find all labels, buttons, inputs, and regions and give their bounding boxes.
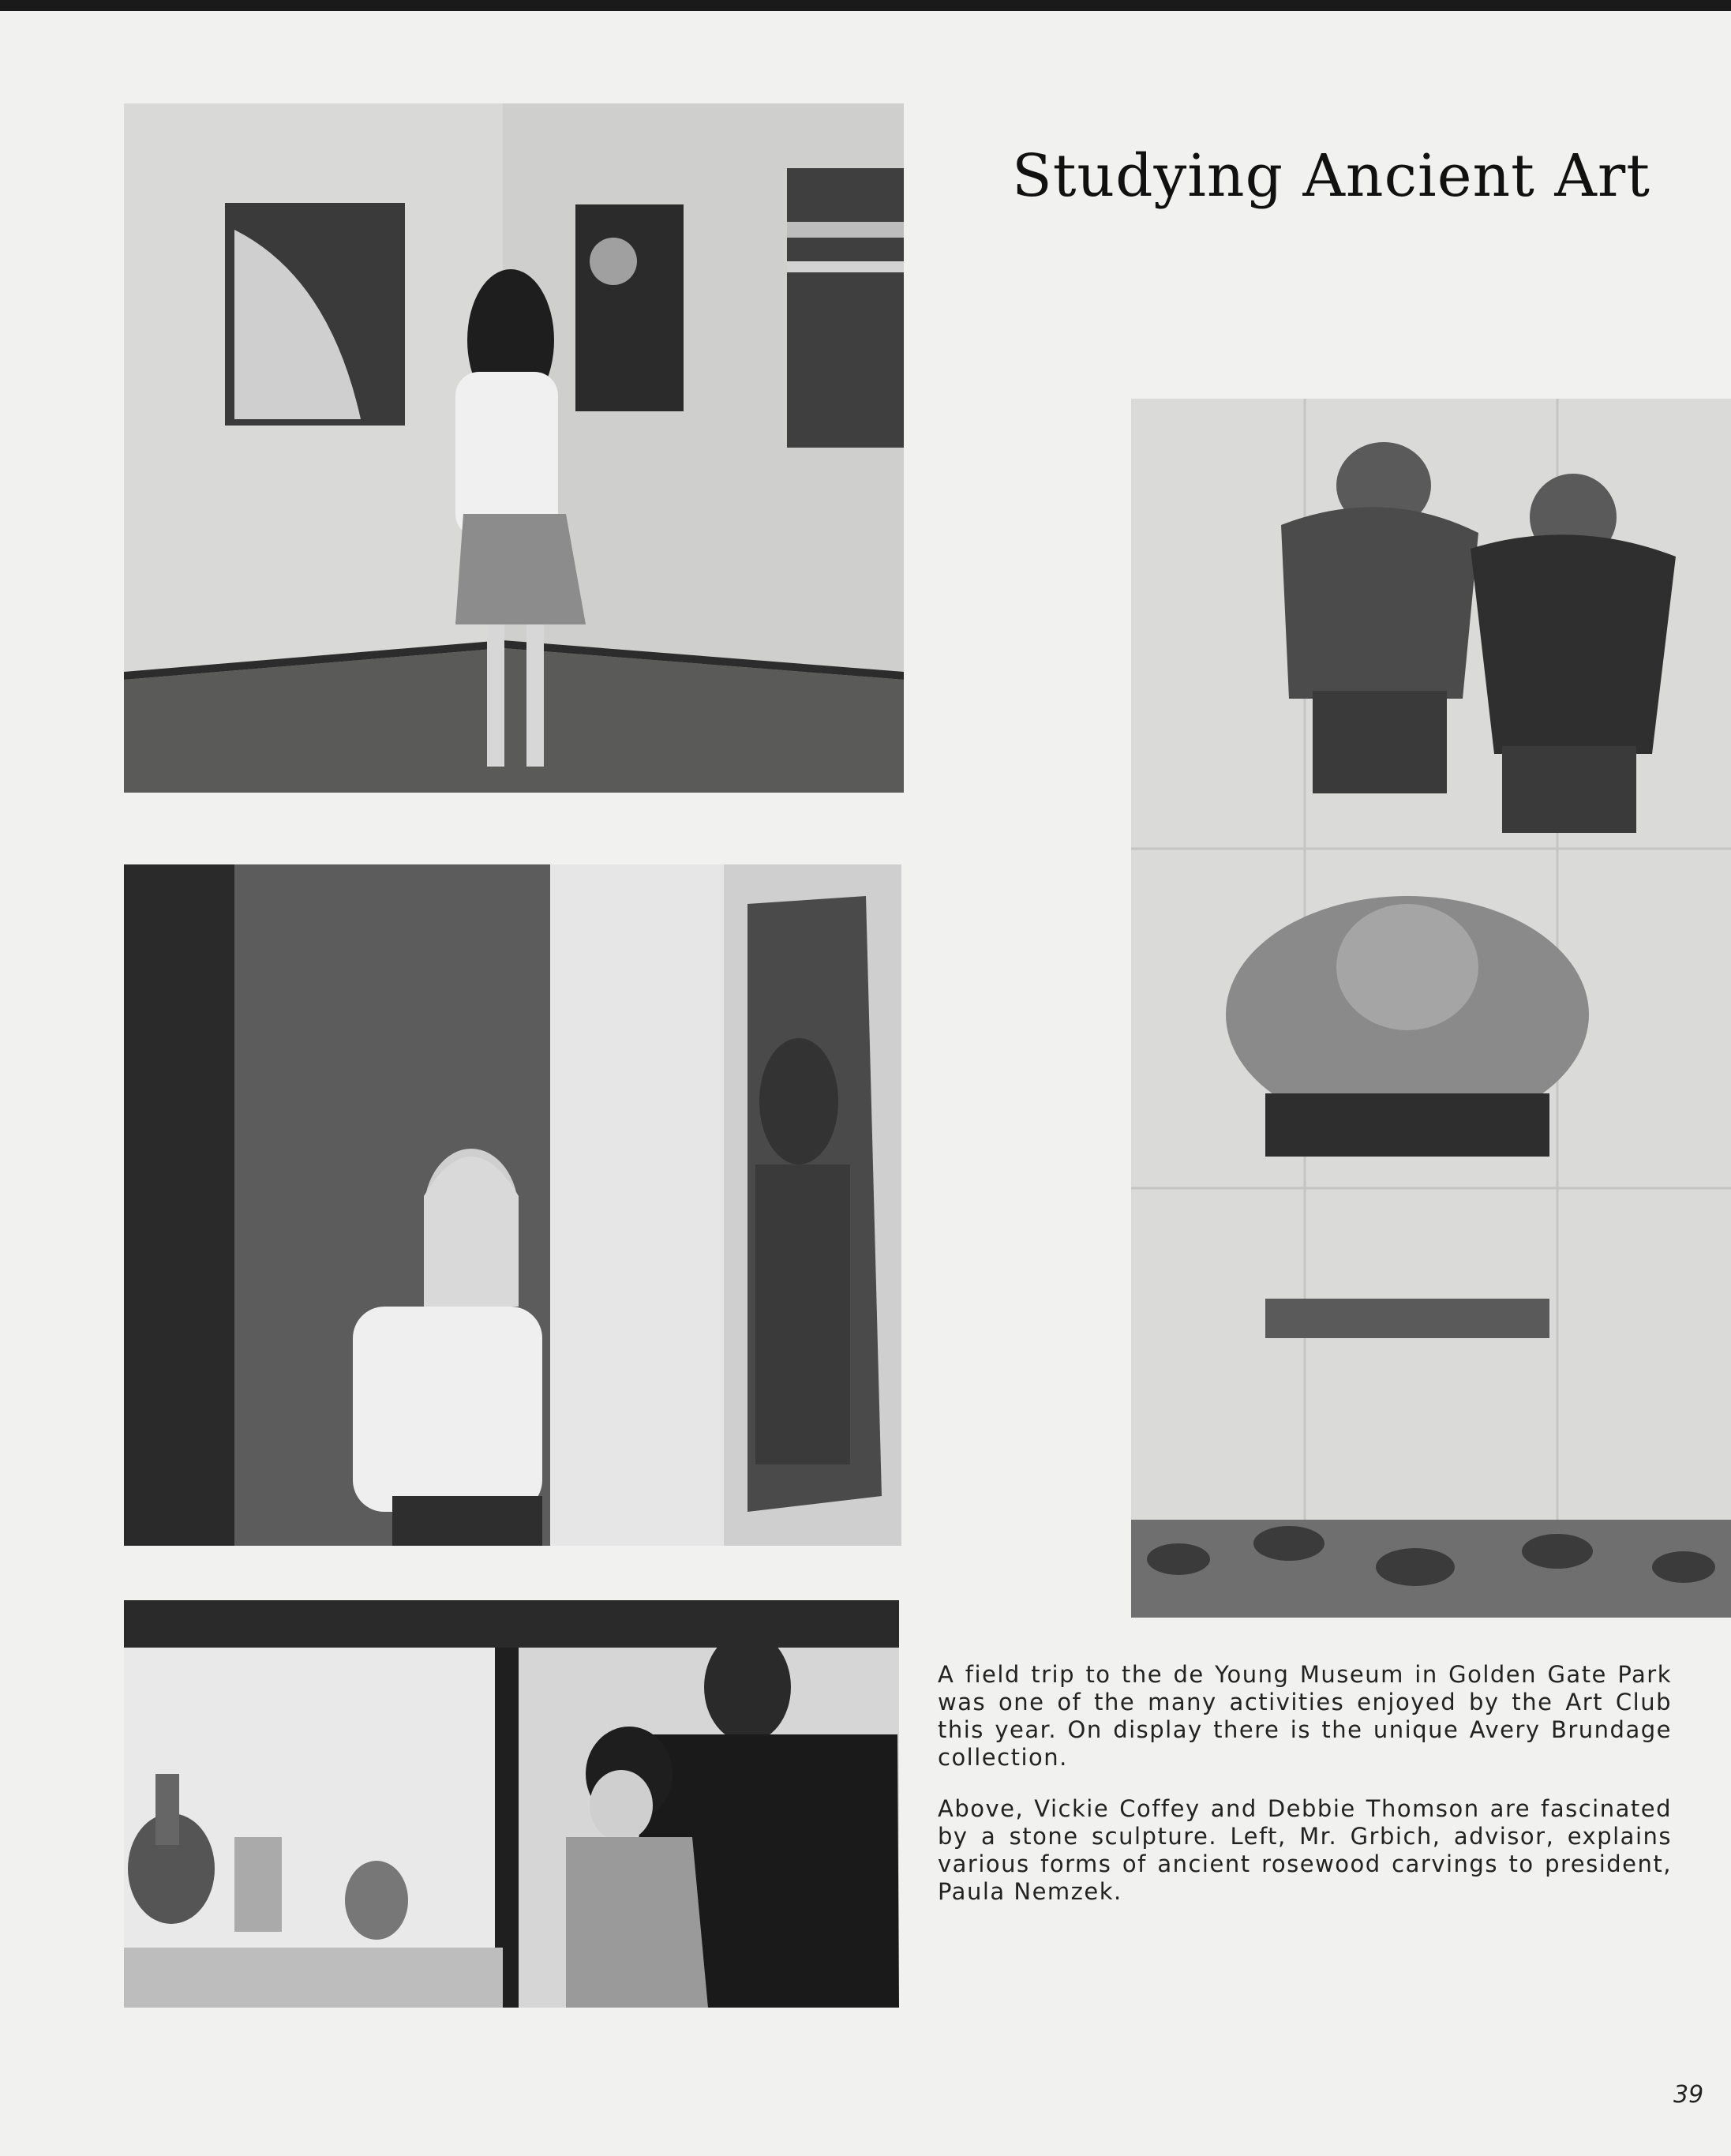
photo-advisor-and-student (124, 1600, 899, 2008)
page-title: Studying Ancient Art (1012, 142, 1650, 210)
caption-paragraph-2: Above, Vickie Coffey and Debbie Thomson are fascinated by a stone sculpture. Left, Mr. Grbich, advisor, explains various forms of ancient rosewood carvings to president, Paula Nemzek. (938, 1795, 1672, 1905)
photo-gallery-paintings (124, 103, 904, 793)
photo-girl-and-statue (124, 864, 901, 1546)
page-number: 39 (1673, 2081, 1704, 2109)
top-border (0, 0, 1731, 11)
caption-paragraph-1: A field trip to the de Young Museum in Golden Gate Park was one of the many activities enjoyed by the Art Club this year. On display there is the unique Avery Brundage collection. (938, 1661, 1672, 1771)
photo-two-girls-sculpture (1131, 399, 1731, 1618)
